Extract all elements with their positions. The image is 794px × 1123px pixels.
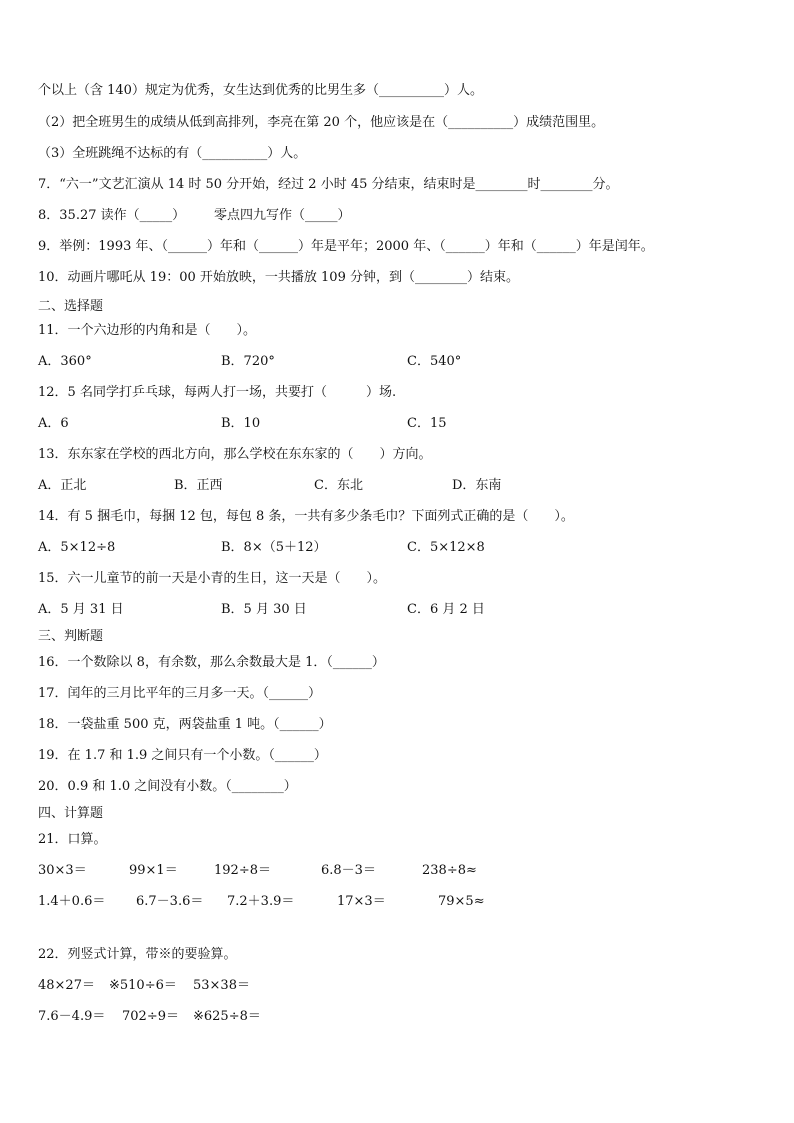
q13-option-c: C．东北	[314, 478, 363, 493]
q11-option-c: C．540°	[407, 354, 462, 369]
question-14: 14．有 5 捆毛巾，每捆 12 包，每包 8 条，一共有多少条毛巾？下面列式正确的是（ ）。	[38, 509, 574, 524]
q21-item: 6.8－3＝	[321, 863, 376, 878]
question-17: 17．闰年的三月比平年的三月多一天。（______）	[38, 686, 322, 701]
q15-option-b: B．5 月 30 日	[221, 602, 307, 617]
question-18: 18．一袋盐重 500 克，两袋盐重 1 吨。（______）	[38, 717, 332, 732]
section-heading-judgment: 三、判断题	[38, 629, 104, 644]
q14-option-a: A．5×12÷8	[38, 540, 116, 555]
q22-item: 702÷9＝	[122, 1009, 179, 1024]
q12-option-b: B．10	[221, 416, 261, 431]
q22-item: 7.6－4.9＝	[38, 1009, 106, 1024]
q22-item: ※510÷6＝	[109, 978, 177, 993]
q21-item: 238÷8≈	[422, 863, 477, 878]
q13-option-a: A．正北	[38, 478, 87, 493]
q21-item: 1.4＋0.6＝	[38, 894, 106, 909]
question-21: 21．口算。	[38, 832, 107, 847]
q8-part-b: 零点四九写作（_____）	[214, 208, 351, 223]
q22-item: 53×38＝	[193, 978, 250, 993]
q21-item: 6.7－3.6＝	[136, 894, 204, 909]
section-heading-calculation: 四、计算题	[38, 806, 104, 821]
q15-option-c: C．6 月 2 日	[407, 602, 485, 617]
question-22: 22．列竖式计算，带※的要验算。	[38, 947, 237, 962]
q22-item: 48×27＝	[38, 978, 95, 993]
q14-option-c: C．5×12×8	[407, 540, 485, 555]
q6-line-2: （2）把全班男生的成绩从低到高排列，李亮在第 20 个，他应该是在（__________）成绩范围里。	[38, 115, 605, 130]
question-11: 11．一个六边形的内角和是（ ）。	[38, 323, 257, 338]
q11-option-b: B．720°	[221, 354, 275, 369]
q21-item: 17×3＝	[337, 894, 386, 909]
q21-item: 99×1＝	[129, 863, 178, 878]
q12-option-c: C．15	[407, 416, 447, 431]
q8-part-a: 8．35.27 读作（_____）	[38, 208, 186, 223]
q13-option-b: B．正西	[174, 478, 223, 493]
q13-option-d: D．东南	[452, 478, 502, 493]
q22-item: ※625÷8＝	[193, 1009, 261, 1024]
question-12: 12．5 名同学打乒乓球，每两人打一场，共要打（ ）场.	[38, 385, 397, 400]
q14-option-b: B．8×（5＋12）	[221, 540, 327, 555]
q11-option-a: A．360°	[38, 354, 92, 369]
question-13: 13．东东家在学校的西北方向，那么学校在东东家的（ ）方向。	[38, 447, 432, 462]
section-heading-choice: 二、选择题	[38, 299, 104, 314]
question-7: 7．“六一”文艺汇演从 14 时 50 分开始，经过 2 小时 45 分结束，结束时是________时________分。	[38, 177, 619, 192]
question-20: 20．0.9 和 1.0 之间没有小数。（________）	[38, 779, 297, 794]
q21-item: 79×5≈	[438, 894, 485, 909]
question-9: 9．举例：1993 年、（______）年和（______）年是平年；2000 年、（______）年和（______）年是闰年。	[38, 239, 654, 254]
question-16: 16．一个数除以 8，有余数，那么余数最大是 1．（______）	[38, 655, 385, 670]
q6-line-3: （3）全班跳绳不达标的有（__________）人。	[38, 146, 307, 161]
question-19: 19．在 1.7 和 1.9 之间只有一个小数。（______）	[38, 748, 327, 763]
q21-item: 192÷8＝	[214, 863, 271, 878]
q6-line-1: 个以上（含 140）规定为优秀，女生达到优秀的比男生多（__________）人。	[38, 83, 483, 98]
question-15: 15．六一儿童节的前一天是小青的生日，这一天是（ ）。	[38, 571, 387, 586]
question-10: 10．动画片哪吒从 19：00 开始放映，一共播放 109 分钟，到（________）结束。	[38, 270, 519, 285]
q21-item: 7.2＋3.9＝	[227, 894, 295, 909]
q12-option-a: A．6	[38, 416, 69, 431]
q15-option-a: A．5 月 31 日	[38, 602, 124, 617]
q21-item: 30×3＝	[38, 863, 87, 878]
